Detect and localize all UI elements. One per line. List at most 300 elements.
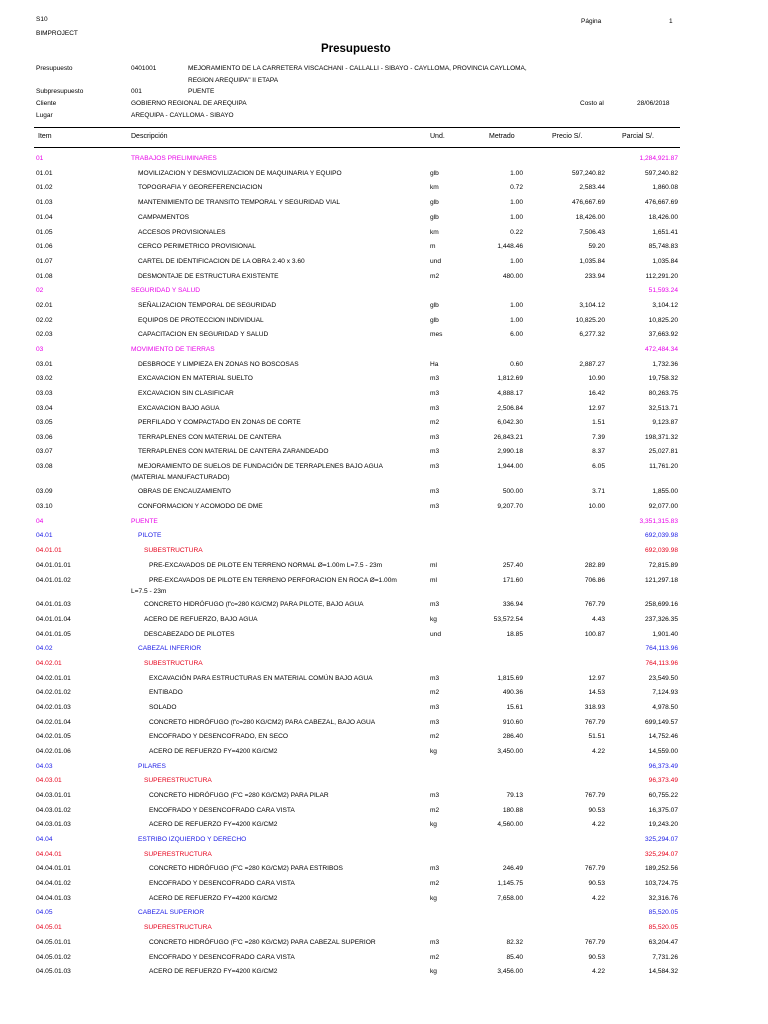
cell-metrado: 4,560.00 (497, 821, 523, 828)
table-row (0, 503, 768, 515)
cell-unit: glb (430, 317, 439, 324)
cell-unit: m3 (430, 375, 440, 382)
cell-description: ACCESOS PROVISIONALES (138, 229, 226, 236)
cell-description: PRE-EXCAVADOS DE PILOTE EN TERRENO NORMAL Ø=1.00m L=7.5 - 23m (149, 562, 383, 569)
cell-item: 04.02.01.02 (36, 689, 71, 696)
cell-parcial: 19,758.32 (648, 375, 678, 382)
cell-item: 04.02 (36, 645, 53, 652)
cell-item: 02 (36, 287, 44, 294)
cell-parcial: 1,860.08 (652, 184, 678, 191)
presupuesto-label: Presupuesto (36, 65, 73, 72)
cell-description: PILOTE (138, 532, 162, 539)
cell-metrado: 3,450.00 (497, 748, 523, 755)
cell-parcial: 32,316.76 (648, 895, 678, 902)
cell-description: DESMONTAJE DE ESTRUCTURA EXISTENTE (138, 273, 279, 280)
table-row (0, 448, 768, 460)
cell-description: SUBESTRUCTURA (144, 660, 203, 667)
cell-item: 03.04 (36, 405, 53, 412)
cell-description-cont: (MATERIAL MANUFACTURADO) (131, 474, 230, 481)
cell-metrado: 18.85 (506, 631, 523, 638)
cell-description: CABEZAL SUPERIOR (138, 909, 205, 916)
cell-metrado: 1.00 (510, 258, 523, 265)
cell-description: CONFORMACION Y ACOMODO DE DME (138, 503, 263, 510)
cell-metrado: 4,888.17 (497, 390, 523, 397)
cell-description: PRE-EXCAVADOS DE PILOTE EN TERRENO PERFORACION EN ROCA Ø=1.00m (149, 577, 397, 584)
cell-parcial: 189,252.56 (644, 865, 678, 872)
cell-unit: m2 (430, 689, 440, 696)
cell-item: 04.03.01 (36, 777, 62, 784)
cell-parcial: 7,731.26 (652, 954, 678, 961)
table-row (0, 865, 768, 877)
cell-metrado: 1,944.00 (497, 463, 523, 470)
cell-item: 04.02.01.01 (36, 675, 71, 682)
cell-parcial: 32,513.71 (648, 405, 678, 412)
table-row (0, 199, 768, 211)
cell-parcial: 237,326.35 (644, 616, 678, 623)
table-row (0, 184, 768, 196)
cell-metrado: 1,812.69 (497, 375, 523, 382)
costo-date: 28/06/2018 (637, 100, 670, 107)
cell-unit: ml (430, 577, 437, 584)
cell-description: TRABAJOS PRELIMINARES (131, 155, 217, 162)
cell-description: ESTRIBO IZQUIERDO Y DERECHO (138, 836, 247, 843)
table-row (0, 390, 768, 402)
cell-parcial: 3,104.12 (652, 302, 678, 309)
cell-precio: 1,035.84 (579, 258, 605, 265)
cell-parcial: 85,748.83 (648, 243, 678, 250)
cell-unit: ml (430, 562, 437, 569)
table-row (0, 547, 768, 559)
cell-precio: 2,887.27 (579, 361, 605, 368)
cell-precio: 706.86 (584, 577, 605, 584)
cell-parcial: 258,699.16 (644, 601, 678, 608)
cell-description: MOVIMIENTO DE TIERRAS (131, 346, 215, 353)
cell-precio: 318.93 (584, 704, 605, 711)
cell-item: 04.02.01.06 (36, 748, 71, 755)
cell-item: 01.02 (36, 184, 53, 191)
cell-item: 04.04.01 (36, 851, 62, 858)
cell-parcial: 63,204.47 (648, 939, 678, 946)
cell-parcial: 325,294.07 (644, 836, 678, 843)
cell-metrado: 82.32 (506, 939, 523, 946)
col-metrado: Metrado (489, 133, 515, 140)
col-item: Item (38, 133, 52, 140)
cell-description: CAPACITACION EN SEGURIDAD Y SALUD (138, 331, 269, 338)
presupuesto-description: MEJORAMIENTO DE LA CARRETERA VISCACHANI - CALLALLI - SIBAYO - CAYLLOMA, PROVINCIA CAYLLOMA, (188, 65, 527, 72)
cell-description: ACERO DE REFUERZO FY=4200 KG/CM2 (149, 748, 278, 755)
cell-unit: m3 (430, 939, 440, 946)
cell-precio: 10.90 (588, 375, 605, 382)
cell-item: 04.02.01.03 (36, 704, 71, 711)
table-row (0, 577, 768, 595)
cell-metrado: 0.60 (510, 361, 523, 368)
cell-unit: m (430, 243, 436, 250)
cell-item: 03.03 (36, 390, 53, 397)
cell-unit: m2 (430, 419, 440, 426)
cell-metrado: 3,456.00 (497, 968, 523, 975)
cell-metrado: 910.60 (502, 719, 523, 726)
cell-precio: 8.37 (592, 448, 605, 455)
cell-description: DESCABEZADO DE PILOTES (144, 631, 235, 638)
cell-item: 01 (36, 155, 44, 162)
cell-precio: 4.43 (592, 616, 605, 623)
cell-precio: 3.71 (592, 488, 605, 495)
cell-precio: 10,825.20 (575, 317, 605, 324)
cell-metrado: 0.72 (510, 184, 523, 191)
cell-item: 04.04.01.03 (36, 895, 71, 902)
cell-item: 04.05.01 (36, 924, 62, 931)
table-row (0, 689, 768, 701)
cell-description-cont: L=7.5 - 23m (131, 588, 167, 595)
table-row (0, 317, 768, 329)
cell-description: SUPERESTRUCTURA (144, 777, 212, 784)
cell-item: 01.05 (36, 229, 53, 236)
cell-unit: m3 (430, 792, 440, 799)
cell-description: CONCRETO HIDRÓFUGO (F'C =280 KG/CM2) PARA CABEZAL SUPERIOR (149, 939, 376, 946)
cell-item: 04 (36, 518, 44, 525)
cell-parcial: 96,373.49 (648, 763, 678, 770)
cell-metrado: 1,448.46 (497, 243, 523, 250)
table-row (0, 631, 768, 643)
cell-description: EXCAVACION EN MATERIAL SUELTO (138, 375, 253, 382)
cell-unit: und (430, 631, 442, 638)
cell-parcial: 121,297.18 (644, 577, 678, 584)
cell-precio: 51.51 (588, 733, 605, 740)
table-row (0, 258, 768, 270)
cell-unit: m2 (430, 954, 440, 961)
table-row (0, 155, 768, 167)
cell-description: CAMPAMENTOS (138, 214, 190, 221)
cell-item: 03.08 (36, 463, 53, 470)
cell-description: ENCOFRADO Y DESENCOFRADO CARA VISTA (149, 807, 295, 814)
table-row (0, 434, 768, 446)
cell-parcial: 325,294.07 (644, 851, 678, 858)
cell-description: CONCRETO HIDRÓFUGO (f'c=280 KG/CM2) PARA PILOTE, BAJO AGUA (144, 601, 364, 608)
table-row (0, 518, 768, 530)
cell-precio: 14.53 (588, 689, 605, 696)
cell-parcial: 112,291.20 (645, 273, 678, 280)
company-name: BIMPROJECT (36, 30, 78, 37)
table-row (0, 924, 768, 936)
cell-parcial: 1,284,921.87 (639, 155, 678, 162)
cell-item: 04.01.01.03 (36, 601, 71, 608)
cell-precio: 767.79 (584, 719, 605, 726)
table-row (0, 273, 768, 285)
col-und: Und. (430, 133, 445, 140)
software-label: S10 (36, 16, 48, 23)
cell-metrado: 480.00 (502, 273, 523, 280)
cell-parcial: 476,667.69 (644, 199, 678, 206)
cell-item: 04.02.01.05 (36, 733, 71, 740)
cell-item: 03.01 (36, 361, 53, 368)
table-row (0, 375, 768, 387)
cell-precio: 767.79 (584, 865, 605, 872)
cell-description: MANTENIMIENTO DE TRANSITO TEMPORAL Y SEGURIDAD VIAL (138, 199, 341, 206)
cell-parcial: 1,732.36 (652, 361, 678, 368)
cell-precio: 10.00 (588, 503, 605, 510)
cell-precio: 767.79 (584, 792, 605, 799)
cell-parcial: 51,593.24 (648, 287, 678, 294)
table-row (0, 777, 768, 789)
table-row (0, 463, 768, 481)
cell-item: 04.03 (36, 763, 53, 770)
table-row (0, 660, 768, 672)
cell-precio: 7.39 (592, 434, 605, 441)
col-descripcion: Descripción (131, 133, 168, 140)
cell-description: CABEZAL INFERIOR (138, 645, 202, 652)
table-row (0, 719, 768, 731)
cell-precio: 4.22 (592, 748, 605, 755)
cell-item: 04.05.01.02 (36, 954, 71, 961)
cell-unit: m2 (430, 733, 440, 740)
cell-parcial: 23,549.50 (648, 675, 678, 682)
cell-unit: m3 (430, 488, 440, 495)
cell-precio: 4.22 (592, 968, 605, 975)
cell-description: TERRAPLENES CON MATERIAL DE CANTERA (138, 434, 282, 441)
cell-parcial: 198,371.32 (644, 434, 678, 441)
table-row (0, 532, 768, 544)
cell-description: ENCOFRADO Y DESENCOFRADO, EN SECO (149, 733, 288, 740)
cell-description: CONCRETO HIDRÓFUGO (F'C =280 KG/CM2) PARA ESTRIBOS (149, 865, 343, 872)
cell-parcial: 96,373.49 (648, 777, 678, 784)
table-row (0, 229, 768, 241)
cell-metrado: 1,815.69 (497, 675, 523, 682)
cell-item: 04.03.01.01 (36, 792, 71, 799)
cell-precio: 1.51 (592, 419, 605, 426)
table-row (0, 909, 768, 921)
cell-unit: m3 (430, 405, 440, 412)
page-label: Página (581, 18, 602, 25)
cell-parcial: 85,520.05 (648, 909, 678, 916)
cell-item: 02.02 (36, 317, 53, 324)
table-row (0, 954, 768, 966)
cell-unit: Ha (430, 361, 439, 368)
cell-unit: glb (430, 302, 439, 309)
cell-parcial: 692,039.98 (644, 532, 678, 539)
page-title: Presupuesto (321, 43, 391, 55)
cell-description: SEGURIDAD Y SALUD (131, 287, 201, 294)
cell-parcial: 18,426.00 (648, 214, 678, 221)
col-precio: Precio S/. (552, 133, 583, 140)
table-row (0, 968, 768, 980)
cell-parcial: 72,815.89 (648, 562, 678, 569)
table-row (0, 302, 768, 314)
cell-item: 04.01.01.04 (36, 616, 71, 623)
cell-metrado: 1.00 (510, 199, 523, 206)
cliente-value: GOBIERNO REGIONAL DE AREQUIPA (131, 100, 247, 107)
col-parcial: Parcial S/. (622, 133, 654, 140)
cell-precio: 16.42 (588, 390, 605, 397)
cell-precio: 7,506.43 (579, 229, 605, 236)
cell-item: 03.07 (36, 448, 53, 455)
cell-description: CERCO PERIMETRICO PROVISIONAL (138, 243, 256, 250)
cell-description: EQUIPOS DE PROTECCION INDIVIDUAL (138, 317, 264, 324)
table-row (0, 733, 768, 745)
cell-precio: 476,667.69 (571, 199, 605, 206)
cell-metrado: 15.61 (506, 704, 523, 711)
cell-description: TOPOGRAFIA Y GEOREFERENCIACION (138, 184, 263, 191)
cell-description: PUENTE (131, 518, 158, 525)
table-row (0, 792, 768, 804)
cell-metrado: 286.40 (502, 733, 523, 740)
cell-metrado: 53,572.54 (493, 616, 523, 623)
cell-description: PERFILADO Y COMPACTADO EN ZONAS DE CORTE (138, 419, 301, 426)
cell-unit: glb (430, 199, 439, 206)
cell-description: MEJORAMIENTO DE SUELOS DE FUNDACIÓN DE TERRAPLENES BAJO AGUA (138, 463, 383, 470)
cell-parcial: 80,263.75 (648, 390, 678, 397)
subpresupuesto-description: PUENTE (188, 88, 215, 95)
cell-item: 04.05 (36, 909, 53, 916)
cell-parcial: 14,752.46 (648, 733, 678, 740)
cell-item: 01.08 (36, 273, 53, 280)
cell-parcial: 103,724.75 (644, 880, 678, 887)
cell-description: TERRAPLENES CON MATERIAL DE CANTERA ZARANDEADO (138, 448, 329, 455)
table-row (0, 645, 768, 657)
cell-metrado: 1.00 (510, 302, 523, 309)
cell-item: 03.09 (36, 488, 53, 495)
cell-unit: kg (430, 895, 437, 902)
table-row (0, 851, 768, 863)
table-row (0, 405, 768, 417)
cell-unit: kg (430, 968, 437, 975)
cell-metrado: 1.00 (510, 317, 523, 324)
cell-description: ACERO DE REFUERZO FY=4200 KG/CM2 (149, 821, 278, 828)
cell-precio: 100.87 (584, 631, 605, 638)
lugar-value: AREQUIPA - CAYLLOMA - SIBAYO (131, 112, 234, 119)
costo-label: Costo al (580, 100, 604, 107)
cell-description: SEÑALIZACION TEMPORAL DE SEGURIDAD (138, 302, 277, 309)
cell-item: 03.02 (36, 375, 53, 382)
cell-precio: 2,583.44 (579, 184, 605, 191)
cell-parcial: 1,651.41 (652, 229, 678, 236)
table-row (0, 214, 768, 226)
cell-item: 04.05.01.03 (36, 968, 71, 975)
table-row (0, 419, 768, 431)
cell-parcial: 7,124.93 (652, 689, 678, 696)
cell-item: 01.07 (36, 258, 53, 265)
cell-unit: m3 (430, 434, 440, 441)
table-row (0, 287, 768, 299)
table-row (0, 675, 768, 687)
cell-metrado: 2,990.18 (497, 448, 523, 455)
cell-precio: 233.94 (584, 273, 605, 280)
cell-precio: 18,426.00 (575, 214, 605, 221)
cell-item: 03.10 (36, 503, 53, 510)
cell-metrado: 171.60 (502, 577, 523, 584)
cell-parcial: 85,520.05 (648, 924, 678, 931)
cell-item: 01.03 (36, 199, 53, 206)
cell-description: EXCAVACION BAJO AGUA (138, 405, 220, 412)
cell-parcial: 699,149.57 (644, 719, 678, 726)
cell-metrado: 1.00 (510, 170, 523, 177)
cell-unit: m3 (430, 704, 440, 711)
cell-unit: glb (430, 170, 439, 177)
cell-description: ACERO DE REFUERZO, BAJO AGUA (144, 616, 258, 623)
cell-description: CONCRETO HIDRÓFUGO (F'C =280 KG/CM2) PARA PILAR (149, 792, 329, 799)
cell-precio: 597,240.82 (571, 170, 605, 177)
cell-description: ENTIBADO (149, 689, 183, 696)
cell-metrado: 26,843.21 (493, 434, 523, 441)
table-row (0, 763, 768, 775)
cell-metrado: 257.40 (502, 562, 523, 569)
cell-precio: 12.97 (588, 675, 605, 682)
cell-unit: km (430, 229, 439, 236)
cell-item: 01.01 (36, 170, 53, 177)
cell-description: EXCAVACION SIN CLASIFICAR (138, 390, 234, 397)
table-row (0, 616, 768, 628)
cell-item: 03.06 (36, 434, 53, 441)
cell-unit: km (430, 184, 439, 191)
cell-item: 02.01 (36, 302, 53, 309)
cell-precio: 90.53 (588, 954, 605, 961)
cell-precio: 767.79 (584, 601, 605, 608)
cell-description: MOVILIZACION Y DESMOVILIZACION DE MAQUINARIA Y EQUIPO (138, 170, 342, 177)
cell-description: ACERO DE REFUERZO FY=4200 KG/CM2 (149, 895, 278, 902)
cell-unit: kg (430, 748, 437, 755)
cell-item: 04.05.01.01 (36, 939, 71, 946)
cell-metrado: 6.00 (510, 331, 523, 338)
cell-unit: mes (430, 331, 443, 338)
cell-metrado: 9,207.70 (497, 503, 523, 510)
table-row (0, 170, 768, 182)
table-row (0, 939, 768, 951)
cell-parcial: 11,761.20 (649, 463, 678, 470)
cell-precio: 90.53 (588, 880, 605, 887)
cell-parcial: 25,027.81 (648, 448, 678, 455)
cell-description: CONCRETO HIDRÓFUGO (f'c=280 KG/CM2) PARA CABEZAL, BAJO AGUA (149, 719, 376, 726)
cell-description: PILARES (138, 763, 166, 770)
cell-metrado: 500.00 (502, 488, 523, 495)
cell-unit: m3 (430, 503, 440, 510)
cell-description: OBRAS DE ENCAUZAMIENTO (138, 488, 231, 495)
cell-parcial: 16,375.07 (648, 807, 678, 814)
cell-precio: 6,277.32 (579, 331, 605, 338)
cell-precio: 3,104.12 (579, 302, 605, 309)
cell-item: 04.04 (36, 836, 53, 843)
cell-metrado: 246.49 (502, 865, 523, 872)
cell-precio: 4.22 (592, 895, 605, 902)
cell-item: 04.04.01.01 (36, 865, 71, 872)
table-row (0, 601, 768, 613)
table-row (0, 895, 768, 907)
table-row (0, 346, 768, 358)
cell-unit: m2 (430, 807, 440, 814)
table-row (0, 243, 768, 255)
cell-description: ENCOFRADO Y DESENCOFRADO CARA VISTA (149, 954, 295, 961)
cell-item: 04.03.01.03 (36, 821, 71, 828)
cell-parcial: 19,243.20 (648, 821, 678, 828)
table-row (0, 880, 768, 892)
cell-item: 04.01.01 (36, 547, 62, 554)
cell-metrado: 2,506.84 (497, 405, 523, 412)
cell-parcial: 764,113.96 (645, 645, 678, 652)
cell-unit: m3 (430, 719, 440, 726)
cell-metrado: 6,042.30 (497, 419, 523, 426)
cell-parcial: 92,077.00 (648, 503, 678, 510)
page-number: 1 (669, 18, 673, 25)
cell-item: 04.03.01.02 (36, 807, 71, 814)
table-row (0, 704, 768, 716)
cell-description: DESBROCE Y LIMPIEZA EN ZONAS NO BOSCOSAS (138, 361, 299, 368)
table-row (0, 836, 768, 848)
presupuesto-code: 0401001 (131, 65, 157, 72)
table-row (0, 361, 768, 373)
cell-unit: m3 (430, 675, 440, 682)
cell-precio: 90.53 (588, 807, 605, 814)
cell-item: 04.02.01 (36, 660, 62, 667)
cell-metrado: 85.40 (506, 954, 523, 961)
cell-description: EXCAVACIÓN PARA ESTRUCTURAS EN MATERIAL COMÚN BAJO AGUA (149, 675, 373, 682)
